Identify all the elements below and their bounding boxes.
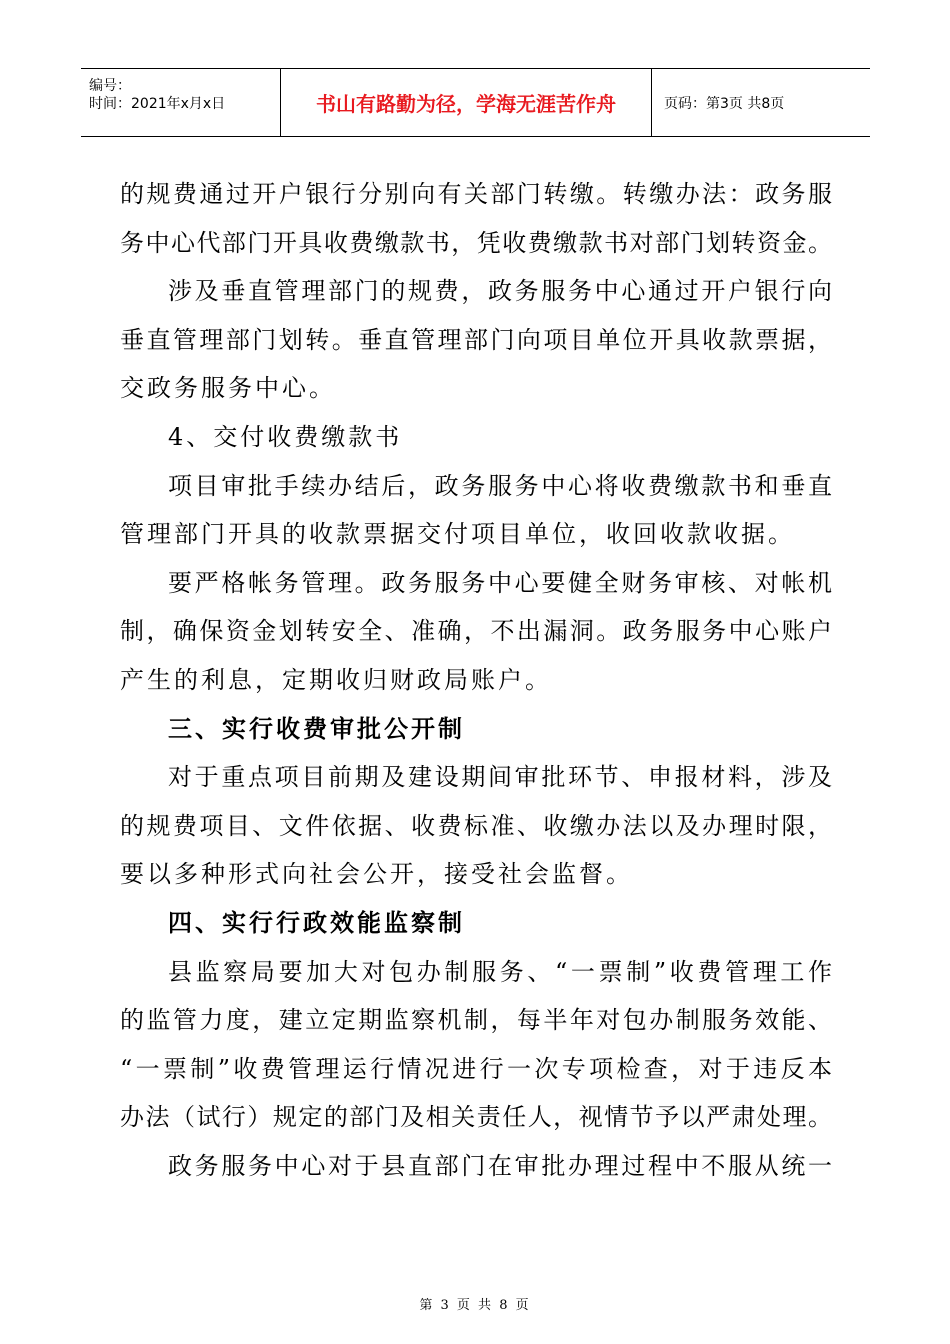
date-line: 时间：2021年x月x日 bbox=[89, 96, 226, 112]
body-line: 产生的利息，定期收归财政局账户。 bbox=[120, 665, 552, 694]
body-line: “一票制”收费管理运行情况进行一次专项检查，对于违反本 bbox=[120, 1054, 832, 1083]
motto: 书山有路勤为径，学海无涯苦作舟 bbox=[316, 92, 616, 116]
body-line: 制，确保资金划转安全、准确，不出漏洞。政务服务中心账户 bbox=[120, 617, 832, 646]
serial-number-label: 编号： bbox=[89, 78, 131, 94]
body-line: 的监管力度，建立定期监察机制，每半年对包办制服务效能、 bbox=[120, 1006, 832, 1035]
body-line: 的规费项目、文件依据、收费标准、收缴办法以及办理时限， bbox=[120, 811, 832, 840]
body-line: 政务服务中心对于县直部门在审批办理过程中不服从统一 bbox=[168, 1151, 832, 1180]
body-line: 的规费通过开户银行分别向有关部门转缴。转缴办法：政务服 bbox=[120, 180, 832, 208]
header-page-cell bbox=[652, 69, 870, 136]
header-meta-cell bbox=[81, 69, 281, 136]
header-table bbox=[81, 68, 870, 137]
body-line: 垂直管理部门划转。垂直管理部门向项目单位开具收款票据， bbox=[120, 325, 832, 354]
section-heading: 三、实行收费审批公开制 bbox=[168, 714, 465, 743]
body-line: 务中心代部门开具收费缴款书，凭收费缴款书对部门划转资金。 bbox=[120, 228, 832, 257]
body-line: 县监察局要加大对包办制服务、“一票制”收费管理工作 bbox=[168, 957, 832, 986]
page-footer: 第 3 页 共 8 页 bbox=[419, 1298, 531, 1313]
body-line: 涉及垂直管理部门的规费，政务服务中心通过开户银行向 bbox=[168, 277, 832, 306]
document-body bbox=[120, 170, 832, 1190]
section-heading: 四、实行行政效能监察制 bbox=[168, 908, 465, 937]
body-line: 对于重点项目前期及建设期间审批环节、申报材料，涉及 bbox=[168, 763, 832, 792]
body-line: 办法（试行）规定的部门及相关责任人，视情节予以严肃处理。 bbox=[120, 1103, 832, 1132]
page-info: 页码：第3页 共8页 bbox=[664, 95, 785, 112]
body-line: 4、交付收费缴款书 bbox=[168, 422, 403, 451]
header-motto-cell bbox=[281, 69, 652, 136]
body-line: 管理部门开具的收款票据交付项目单位，收回收款收据。 bbox=[120, 520, 795, 549]
body-line: 要以多种形式向社会公开，接受社会监督。 bbox=[120, 860, 633, 889]
body-line: 交政务服务中心。 bbox=[120, 374, 336, 403]
body-line: 要严格帐务管理。政务服务中心要健全财务审核、对帐机 bbox=[168, 568, 832, 597]
body-line: 项目审批手续办结后，政务服务中心将收费缴款书和垂直 bbox=[168, 471, 832, 500]
